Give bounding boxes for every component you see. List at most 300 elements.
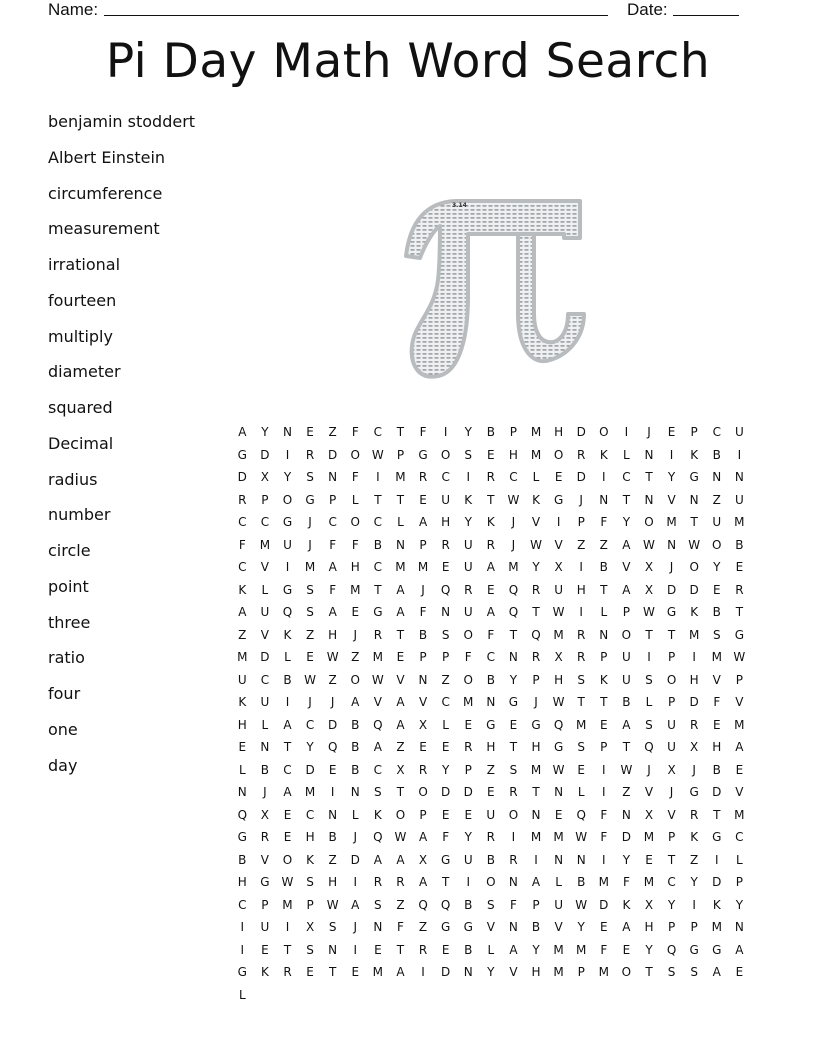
grid-letter[interactable]: R	[396, 875, 405, 889]
grid-letter[interactable]: S	[577, 672, 586, 687]
grid-letter[interactable]: E	[667, 425, 676, 439]
grid-letter[interactable]: P	[532, 897, 540, 912]
grid-letter[interactable]: M	[598, 965, 609, 979]
grid-letter[interactable]: Q	[508, 582, 519, 597]
grid-letter[interactable]: N	[328, 942, 338, 957]
grid-letter[interactable]: E	[487, 582, 495, 597]
grid-letter[interactable]: W	[326, 650, 339, 664]
grid-letter[interactable]: U	[554, 897, 563, 912]
grid-letter[interactable]: S	[645, 672, 653, 687]
grid-letter[interactable]: Z	[599, 537, 608, 552]
grid-letter[interactable]: P	[419, 537, 427, 552]
grid-letter[interactable]: G	[689, 785, 699, 799]
grid-letter[interactable]: Z	[712, 492, 721, 507]
grid-letter[interactable]: U	[554, 582, 563, 597]
grid-letter[interactable]: R	[531, 650, 541, 664]
grid-letter[interactable]: P	[329, 492, 337, 507]
grid-letter[interactable]: V	[260, 852, 269, 867]
grid-letter[interactable]: L	[351, 492, 359, 507]
grid-letter[interactable]: B	[577, 875, 586, 889]
grid-letter[interactable]: E	[464, 717, 473, 732]
grid-letter[interactable]: E	[645, 852, 653, 867]
grid-letter[interactable]: Q	[440, 582, 451, 597]
grid-letter[interactable]: I	[579, 605, 583, 619]
grid-letter[interactable]: S	[577, 740, 586, 754]
grid-letter[interactable]: Y	[622, 515, 631, 529]
grid-letter[interactable]: D	[689, 582, 699, 597]
grid-letter[interactable]: Z	[238, 627, 247, 642]
grid-letter[interactable]: N	[599, 492, 609, 507]
grid-letter[interactable]: B	[283, 672, 292, 687]
grid-letter[interactable]: T	[600, 695, 608, 709]
grid-letter[interactable]: G	[734, 627, 745, 642]
grid-letter[interactable]: I	[511, 830, 516, 844]
grid-letter[interactable]: R	[690, 807, 699, 822]
grid-letter[interactable]: Y	[690, 875, 698, 889]
grid-letter[interactable]: I	[353, 942, 358, 957]
grid-letter[interactable]: P	[690, 920, 698, 934]
grid-letter[interactable]: F	[329, 537, 337, 552]
grid-letter[interactable]: R	[418, 470, 428, 484]
grid-letter[interactable]: B	[351, 717, 360, 732]
grid-letter[interactable]: V	[260, 560, 269, 574]
grid-letter[interactable]: C	[238, 515, 247, 529]
grid-letter[interactable]: R	[373, 875, 383, 889]
grid-letter[interactable]: O	[350, 447, 360, 462]
grid-letter[interactable]: Z	[328, 672, 337, 687]
grid-letter[interactable]: C	[509, 470, 518, 484]
grid-letter[interactable]: X	[418, 852, 428, 867]
grid-letter[interactable]: H	[441, 515, 451, 529]
grid-letter[interactable]: N	[644, 492, 654, 507]
grid-letter[interactable]: J	[263, 785, 267, 799]
grid-letter[interactable]: N	[350, 785, 360, 799]
grid-letter[interactable]: Y	[306, 740, 314, 754]
grid-letter[interactable]: Y	[441, 762, 450, 777]
grid-letter[interactable]: N	[644, 447, 654, 462]
grid-letter[interactable]: A	[712, 965, 721, 979]
grid-letter[interactable]: G	[237, 830, 247, 844]
grid-letter[interactable]: C	[260, 515, 270, 529]
grid-letter[interactable]: O	[282, 492, 293, 507]
grid-letter[interactable]: I	[240, 942, 245, 957]
grid-letter[interactable]: F	[622, 875, 630, 889]
grid-letter[interactable]: L	[577, 785, 585, 799]
grid-letter[interactable]: C	[486, 650, 496, 664]
grid-letter[interactable]: U	[260, 695, 270, 709]
grid-letter[interactable]: A	[509, 942, 518, 957]
grid-letter[interactable]: V	[554, 537, 563, 552]
grid-letter[interactable]: G	[553, 740, 564, 754]
grid-letter[interactable]: N	[734, 470, 744, 484]
grid-letter[interactable]: O	[621, 965, 632, 979]
grid-letter[interactable]: N	[599, 627, 609, 642]
grid-letter[interactable]: R	[373, 627, 383, 642]
grid-letter[interactable]: R	[260, 830, 270, 844]
grid-letter[interactable]: D	[441, 965, 451, 979]
grid-letter[interactable]: Z	[418, 920, 428, 934]
grid-letter[interactable]: O	[486, 875, 496, 889]
grid-letter[interactable]: F	[419, 605, 427, 619]
grid-letter[interactable]: E	[396, 650, 405, 664]
grid-letter[interactable]: E	[441, 740, 450, 754]
grid-letter[interactable]: M	[237, 650, 248, 664]
grid-letter[interactable]: T	[441, 875, 450, 889]
grid-letter[interactable]: T	[532, 605, 540, 619]
grid-letter[interactable]: Y	[532, 942, 540, 957]
grid-letter[interactable]: S	[645, 717, 653, 732]
grid-letter[interactable]: B	[531, 920, 541, 934]
grid-letter[interactable]: C	[305, 807, 315, 822]
grid-letter[interactable]: E	[306, 650, 314, 664]
grid-letter[interactable]: M	[350, 582, 361, 597]
grid-letter[interactable]: S	[306, 470, 314, 484]
grid-letter[interactable]: T	[645, 627, 653, 642]
grid-letter[interactable]: V	[418, 695, 428, 709]
grid-letter[interactable]: M	[576, 717, 587, 732]
grid-letter[interactable]: O	[350, 672, 360, 687]
grid-letter[interactable]: I	[602, 785, 606, 799]
grid-letter[interactable]: U	[260, 920, 270, 934]
grid-letter[interactable]: P	[667, 920, 676, 934]
grid-letter[interactable]: Y	[261, 425, 269, 439]
grid-letter[interactable]: M	[734, 717, 745, 732]
grid-letter[interactable]: I	[602, 852, 606, 867]
grid-letter[interactable]: M	[711, 650, 722, 664]
grid-letter[interactable]: H	[712, 740, 722, 754]
grid-letter[interactable]: K	[238, 695, 247, 709]
grid-letter[interactable]: X	[260, 807, 269, 822]
grid-letter[interactable]: X	[260, 470, 269, 484]
grid-letter[interactable]: K	[690, 447, 699, 462]
grid-letter[interactable]: N	[531, 807, 541, 822]
grid-letter[interactable]: N	[328, 470, 338, 484]
grid-letter[interactable]: W	[530, 537, 542, 552]
grid-letter[interactable]: F	[238, 537, 246, 552]
grid-letter[interactable]: M	[530, 762, 542, 777]
grid-letter[interactable]: V	[667, 807, 676, 822]
grid-letter[interactable]: A	[396, 965, 405, 979]
grid-letter[interactable]: B	[486, 672, 495, 687]
grid-letter[interactable]: P	[735, 672, 743, 687]
grid-letter[interactable]: O	[644, 515, 654, 529]
grid-letter[interactable]: C	[373, 515, 383, 529]
grid-letter[interactable]: M	[372, 650, 384, 664]
grid-letter[interactable]: E	[351, 605, 360, 619]
grid-letter[interactable]: R	[418, 942, 428, 957]
grid-letter[interactable]: B	[351, 762, 360, 777]
grid-letter[interactable]: W	[620, 762, 633, 777]
grid-letter[interactable]: N	[667, 537, 677, 552]
grid-letter[interactable]: N	[282, 425, 292, 439]
grid-letter[interactable]: E	[487, 785, 495, 799]
grid-letter[interactable]: T	[577, 695, 585, 709]
grid-letter[interactable]: I	[692, 650, 696, 664]
grid-letter[interactable]: Y	[713, 560, 721, 574]
grid-letter[interactable]: G	[260, 875, 270, 889]
grid-letter[interactable]: K	[486, 515, 495, 529]
grid-letter[interactable]: Q	[553, 717, 564, 732]
grid-letter[interactable]: T	[532, 785, 540, 799]
grid-letter[interactable]: S	[374, 897, 382, 912]
grid-letter[interactable]: B	[735, 537, 744, 552]
grid-letter[interactable]: A	[418, 515, 428, 529]
grid-letter[interactable]: C	[373, 560, 383, 574]
grid-letter[interactable]: L	[261, 717, 269, 732]
grid-letter[interactable]: V	[396, 672, 405, 687]
grid-letter[interactable]: Q	[373, 830, 383, 844]
grid-letter[interactable]: P	[419, 807, 427, 822]
grid-letter[interactable]: E	[283, 830, 292, 844]
grid-letter[interactable]: W	[304, 672, 317, 687]
grid-letter[interactable]: P	[667, 695, 676, 709]
grid-letter[interactable]: E	[419, 740, 427, 754]
grid-letter[interactable]: T	[374, 582, 382, 597]
grid-letter[interactable]: O	[418, 785, 428, 799]
grid-letter[interactable]: X	[396, 762, 405, 777]
grid-letter[interactable]: D	[621, 830, 632, 844]
grid-letter[interactable]: U	[463, 605, 473, 619]
grid-letter[interactable]: R	[735, 582, 744, 597]
grid-letter[interactable]: T	[667, 627, 676, 642]
grid-letter[interactable]: G	[712, 830, 722, 844]
grid-letter[interactable]: O	[463, 672, 473, 687]
grid-letter[interactable]: J	[353, 920, 358, 934]
grid-letter[interactable]: J	[308, 537, 312, 552]
grid-letter[interactable]: A	[396, 852, 405, 867]
grid-letter[interactable]: A	[622, 582, 631, 597]
grid-letter[interactable]: N	[486, 695, 496, 709]
grid-letter[interactable]: G	[418, 447, 428, 462]
grid-letter[interactable]: P	[261, 897, 269, 912]
grid-letter[interactable]: C	[441, 695, 450, 709]
grid-letter[interactable]: U	[283, 537, 292, 552]
grid-letter[interactable]: C	[260, 672, 270, 687]
grid-letter[interactable]: P	[667, 830, 676, 844]
grid-letter[interactable]: A	[396, 695, 405, 709]
grid-letter[interactable]: R	[531, 582, 541, 597]
grid-letter[interactable]: K	[238, 582, 247, 597]
grid-letter[interactable]: N	[418, 672, 428, 687]
grid-letter[interactable]: N	[441, 605, 451, 619]
grid-letter[interactable]: Y	[464, 425, 472, 439]
grid-letter[interactable]: M	[688, 627, 700, 642]
grid-letter[interactable]: R	[238, 492, 247, 507]
grid-letter[interactable]: O	[350, 515, 360, 529]
grid-letter[interactable]: V	[531, 515, 541, 529]
grid-letter[interactable]: T	[509, 627, 518, 642]
grid-letter[interactable]: T	[396, 942, 405, 957]
grid-letter[interactable]: J	[353, 830, 358, 844]
grid-letter[interactable]: I	[466, 470, 470, 484]
grid-letter[interactable]: O	[440, 447, 451, 462]
grid-letter[interactable]: G	[531, 717, 541, 732]
grid-letter[interactable]: M	[530, 830, 542, 844]
grid-letter[interactable]: L	[397, 515, 404, 529]
grid-letter[interactable]: F	[351, 470, 359, 484]
grid-letter[interactable]: A	[735, 942, 744, 957]
grid-letter[interactable]: X	[644, 582, 654, 597]
grid-letter[interactable]: M	[598, 875, 609, 889]
grid-letter[interactable]: R	[283, 965, 292, 979]
grid-letter[interactable]: U	[621, 672, 631, 687]
grid-letter[interactable]: Z	[690, 852, 699, 867]
grid-letter[interactable]: A	[418, 830, 428, 844]
grid-letter[interactable]: V	[712, 672, 721, 687]
grid-letter[interactable]: W	[394, 830, 407, 844]
grid-letter[interactable]: P	[577, 515, 585, 529]
grid-letter[interactable]: M	[282, 897, 293, 912]
grid-letter[interactable]: H	[644, 920, 654, 934]
grid-letter[interactable]: J	[534, 695, 538, 709]
grid-letter[interactable]: K	[712, 897, 721, 912]
grid-letter[interactable]: G	[689, 470, 699, 484]
grid-letter[interactable]: Q	[576, 807, 586, 822]
grid-letter[interactable]: Q	[418, 897, 428, 912]
grid-letter[interactable]: U	[441, 492, 451, 507]
grid-letter[interactable]: I	[602, 470, 606, 484]
grid-letter[interactable]: Q	[237, 807, 248, 822]
grid-letter[interactable]: J	[579, 492, 583, 507]
grid-letter[interactable]: A	[238, 605, 247, 619]
grid-letter[interactable]: P	[622, 605, 631, 619]
grid-letter[interactable]: R	[577, 650, 586, 664]
grid-letter[interactable]: R	[509, 852, 518, 867]
grid-letter[interactable]: A	[283, 785, 292, 799]
grid-letter[interactable]: Z	[305, 627, 315, 642]
grid-letter[interactable]: B	[712, 447, 721, 462]
grid-letter[interactable]: K	[373, 807, 382, 822]
grid-letter[interactable]: I	[466, 875, 470, 889]
grid-letter[interactable]: N	[689, 492, 699, 507]
grid-letter[interactable]: E	[328, 762, 337, 777]
grid-letter[interactable]: K	[260, 965, 269, 979]
grid-letter[interactable]: G	[553, 492, 564, 507]
grid-letter[interactable]: I	[285, 920, 290, 934]
grid-letter[interactable]: R	[464, 582, 473, 597]
grid-letter[interactable]: J	[669, 560, 674, 574]
grid-letter[interactable]: D	[260, 650, 270, 664]
grid-letter[interactable]: T	[735, 605, 744, 619]
grid-letter[interactable]: L	[736, 852, 743, 867]
grid-letter[interactable]: P	[509, 425, 518, 439]
grid-letter[interactable]: P	[464, 762, 472, 777]
grid-letter[interactable]: L	[532, 470, 540, 484]
grid-letter[interactable]: F	[509, 897, 517, 912]
grid-letter[interactable]: V	[260, 627, 269, 642]
grid-letter[interactable]: R	[509, 785, 518, 799]
grid-letter[interactable]: T	[283, 942, 292, 957]
grid-letter[interactable]: H	[237, 875, 247, 889]
grid-letter[interactable]: D	[689, 695, 699, 709]
grid-letter[interactable]: G	[282, 582, 293, 597]
grid-letter[interactable]: T	[374, 492, 382, 507]
grid-letter[interactable]: Y	[509, 672, 518, 687]
grid-letter[interactable]: D	[305, 762, 315, 777]
grid-letter[interactable]: E	[622, 942, 631, 957]
grid-letter[interactable]: Y	[487, 965, 495, 979]
grid-letter[interactable]: T	[645, 965, 653, 979]
grid-letter[interactable]: Q	[373, 717, 383, 732]
grid-letter[interactable]: G	[282, 515, 293, 529]
grid-letter[interactable]: A	[351, 695, 360, 709]
grid-letter[interactable]: O	[599, 425, 609, 439]
grid-letter[interactable]: T	[396, 492, 405, 507]
grid-letter[interactable]: G	[237, 447, 247, 462]
grid-letter[interactable]: L	[351, 807, 359, 822]
grid-letter[interactable]: R	[486, 470, 495, 484]
grid-letter[interactable]: J	[647, 762, 651, 777]
grid-letter[interactable]: F	[600, 807, 608, 822]
grid-letter[interactable]: A	[531, 875, 541, 889]
grid-letter[interactable]: I	[556, 515, 561, 529]
grid-letter[interactable]: M	[553, 627, 564, 642]
grid-letter[interactable]: W	[643, 605, 655, 619]
grid-letter[interactable]: H	[531, 965, 541, 979]
grid-letter[interactable]: U	[463, 560, 473, 574]
grid-letter[interactable]: M	[553, 965, 564, 979]
grid-letter[interactable]: I	[330, 785, 335, 799]
grid-letter[interactable]: B	[464, 897, 473, 912]
grid-letter[interactable]: T	[713, 807, 721, 822]
grid-letter[interactable]: C	[305, 717, 315, 732]
grid-letter[interactable]: O	[553, 447, 564, 462]
grid-letter[interactable]: J	[511, 537, 516, 552]
grid-letter[interactable]: T	[396, 627, 405, 642]
grid-letter[interactable]: A	[283, 717, 292, 732]
grid-letter[interactable]: S	[667, 965, 676, 979]
grid-letter[interactable]: E	[306, 425, 314, 439]
grid-letter[interactable]: I	[285, 447, 290, 462]
grid-letter[interactable]: H	[531, 740, 541, 754]
grid-letter[interactable]: N	[508, 920, 518, 934]
grid-letter[interactable]: E	[600, 717, 608, 732]
grid-letter[interactable]: Q	[666, 942, 677, 957]
grid-letter[interactable]: S	[306, 605, 314, 619]
grid-letter[interactable]: Z	[396, 740, 405, 754]
grid-letter[interactable]: Y	[577, 920, 585, 934]
grid-letter[interactable]: P	[577, 965, 585, 979]
grid-letter[interactable]: K	[690, 830, 699, 844]
grid-letter[interactable]: Z	[441, 672, 450, 687]
grid-letter[interactable]: A	[396, 605, 405, 619]
grid-letter[interactable]: I	[714, 852, 719, 867]
grid-letter[interactable]: E	[577, 762, 585, 777]
grid-letter[interactable]: E	[554, 470, 563, 484]
grid-letter[interactable]: C	[373, 425, 383, 439]
grid-letter[interactable]: B	[622, 695, 631, 709]
grid-letter[interactable]: M	[304, 785, 316, 799]
grid-letter[interactable]: Y	[283, 470, 292, 484]
grid-letter[interactable]: E	[464, 807, 473, 822]
grid-letter[interactable]: I	[624, 425, 629, 439]
grid-letter[interactable]: Z	[486, 762, 495, 777]
grid-letter[interactable]: D	[576, 425, 586, 439]
grid-letter[interactable]: U	[734, 425, 744, 439]
grid-letter[interactable]: I	[669, 447, 674, 462]
grid-letter[interactable]: F	[351, 425, 359, 439]
grid-letter[interactable]: G	[440, 852, 451, 867]
grid-letter[interactable]: W	[552, 695, 565, 709]
grid-letter[interactable]: N	[712, 470, 722, 484]
grid-letter[interactable]: N	[237, 785, 247, 799]
grid-letter[interactable]: I	[534, 852, 538, 867]
grid-letter[interactable]: L	[645, 695, 653, 709]
grid-letter[interactable]: L	[238, 762, 246, 777]
grid-letter[interactable]: O	[508, 807, 519, 822]
grid-letter[interactable]: F	[419, 425, 427, 439]
grid-letter[interactable]: D	[350, 852, 360, 867]
